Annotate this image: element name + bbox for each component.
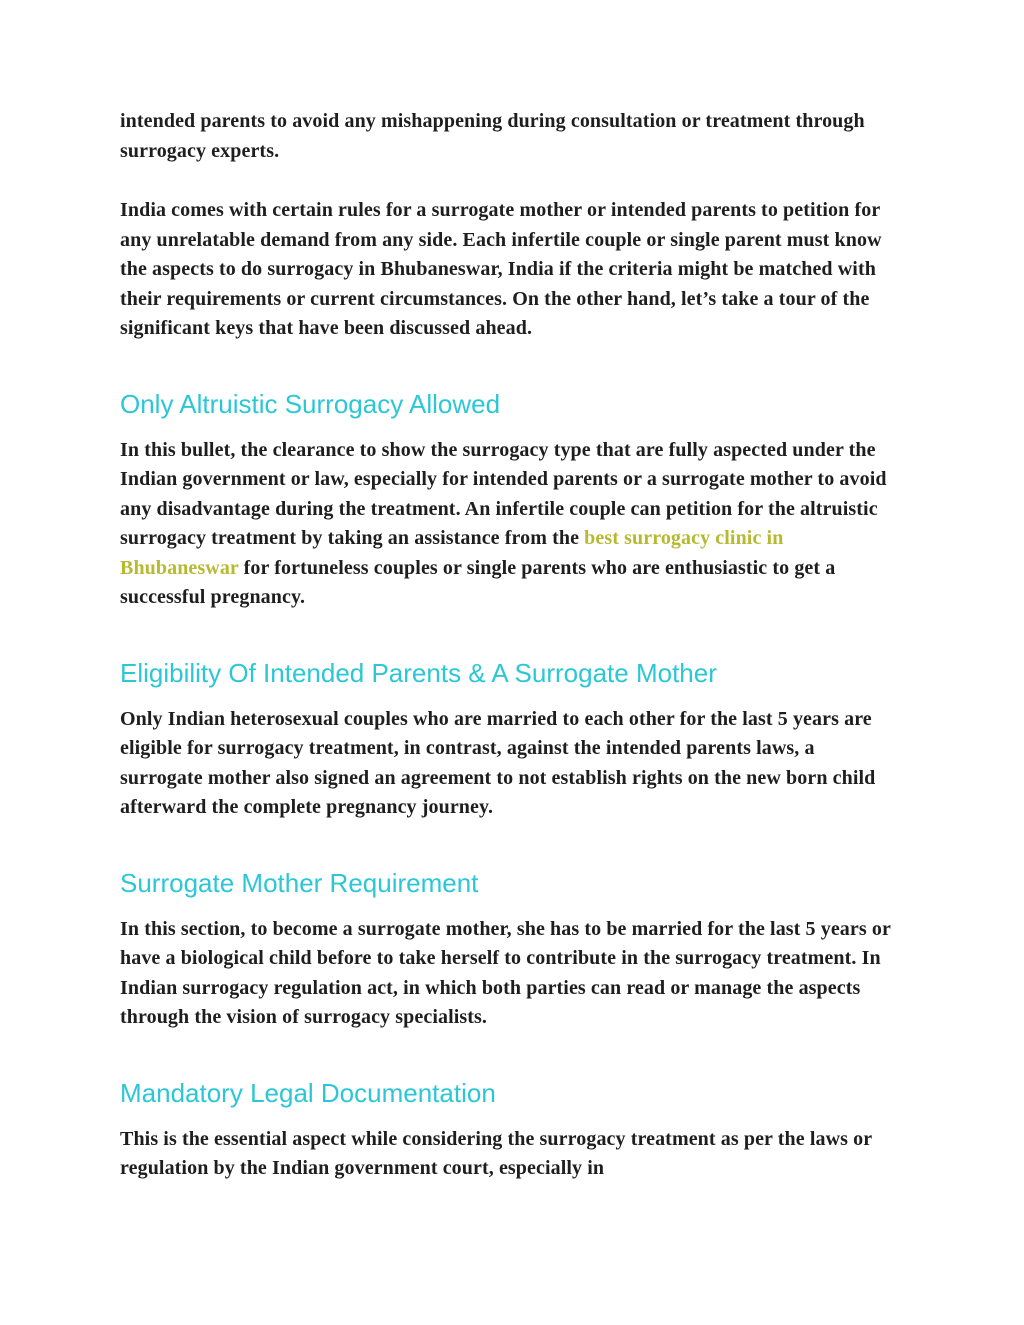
- paragraph-intro: intended parents to avoid any mishappening during consultation or treatment through surrogacy experts.: [120, 110, 865, 162]
- paragraph-altruistic-surrogacy: [120, 436, 900, 613]
- paragraph-legal-documentation: This is the essential aspect while considering the surrogacy treatment as per the laws or regulation by the Indian government court, especially in: [120, 1127, 872, 1179]
- heading-surrogate-mother-requirement: Surrogate Mother Requirement: [120, 867, 479, 898]
- best-surrogacy-clinic-link[interactable]: best surrogacy clinic in Bhubaneswar: [120, 527, 784, 579]
- heading-only-altruistic-surrogacy: Only Altruistic Surrogacy Allowed: [120, 388, 501, 419]
- heading-mandatory-legal-documentation: Mandatory Legal Documentation: [120, 1077, 496, 1108]
- paragraph-altruistic-text-after-link: for fortuneless couples or single parents who are enthusiastic to get a successful pregnancy.: [120, 556, 836, 608]
- paragraph-altruistic-text-before-link: In this bullet, the clearance to show the surrogacy type that are fully aspected under the Indian government or law, especially for intended parents or a surrogate mother to avoid any disadvantage during the treatment. An infertile couple can petition for the altruistic surrogacy treatment by taking an assistance from the: [120, 438, 887, 549]
- paragraph-surrogate-mother-requirement: In this section, to become a surrogate mother, she has to be married for the last 5 years or have a biological child before to take herself to contribute in the surrogacy treatment. In Indian surrogacy regulation act, in which both parties can read or manage the aspects through the vision of surrogacy specialists.: [120, 917, 891, 1028]
- heading-eligibility-intended-parents: Eligibility Of Intended Parents & A Surrogate Mother: [120, 657, 717, 688]
- paragraph-eligibility: Only Indian heterosexual couples who are married to each other for the last 5 years are eligible for surrogacy treatment, in contrast, against the intended parents laws, a surrogate mother also signed an agreement to not establish rights on the new born child afterward the complete pregnancy journey.: [120, 707, 876, 818]
- paragraph-india-rules: India comes with certain rules for a surrogate mother or intended parents to petition for any unrelatable demand from any side. Each infertile couple or single parent must know the aspects to do surrogacy in Bhubaneswar, India if the criteria might be matched with their requirements or current circumstances. On the other hand, let’s take a tour of the significant keys that have been discussed ahead.: [120, 199, 882, 339]
